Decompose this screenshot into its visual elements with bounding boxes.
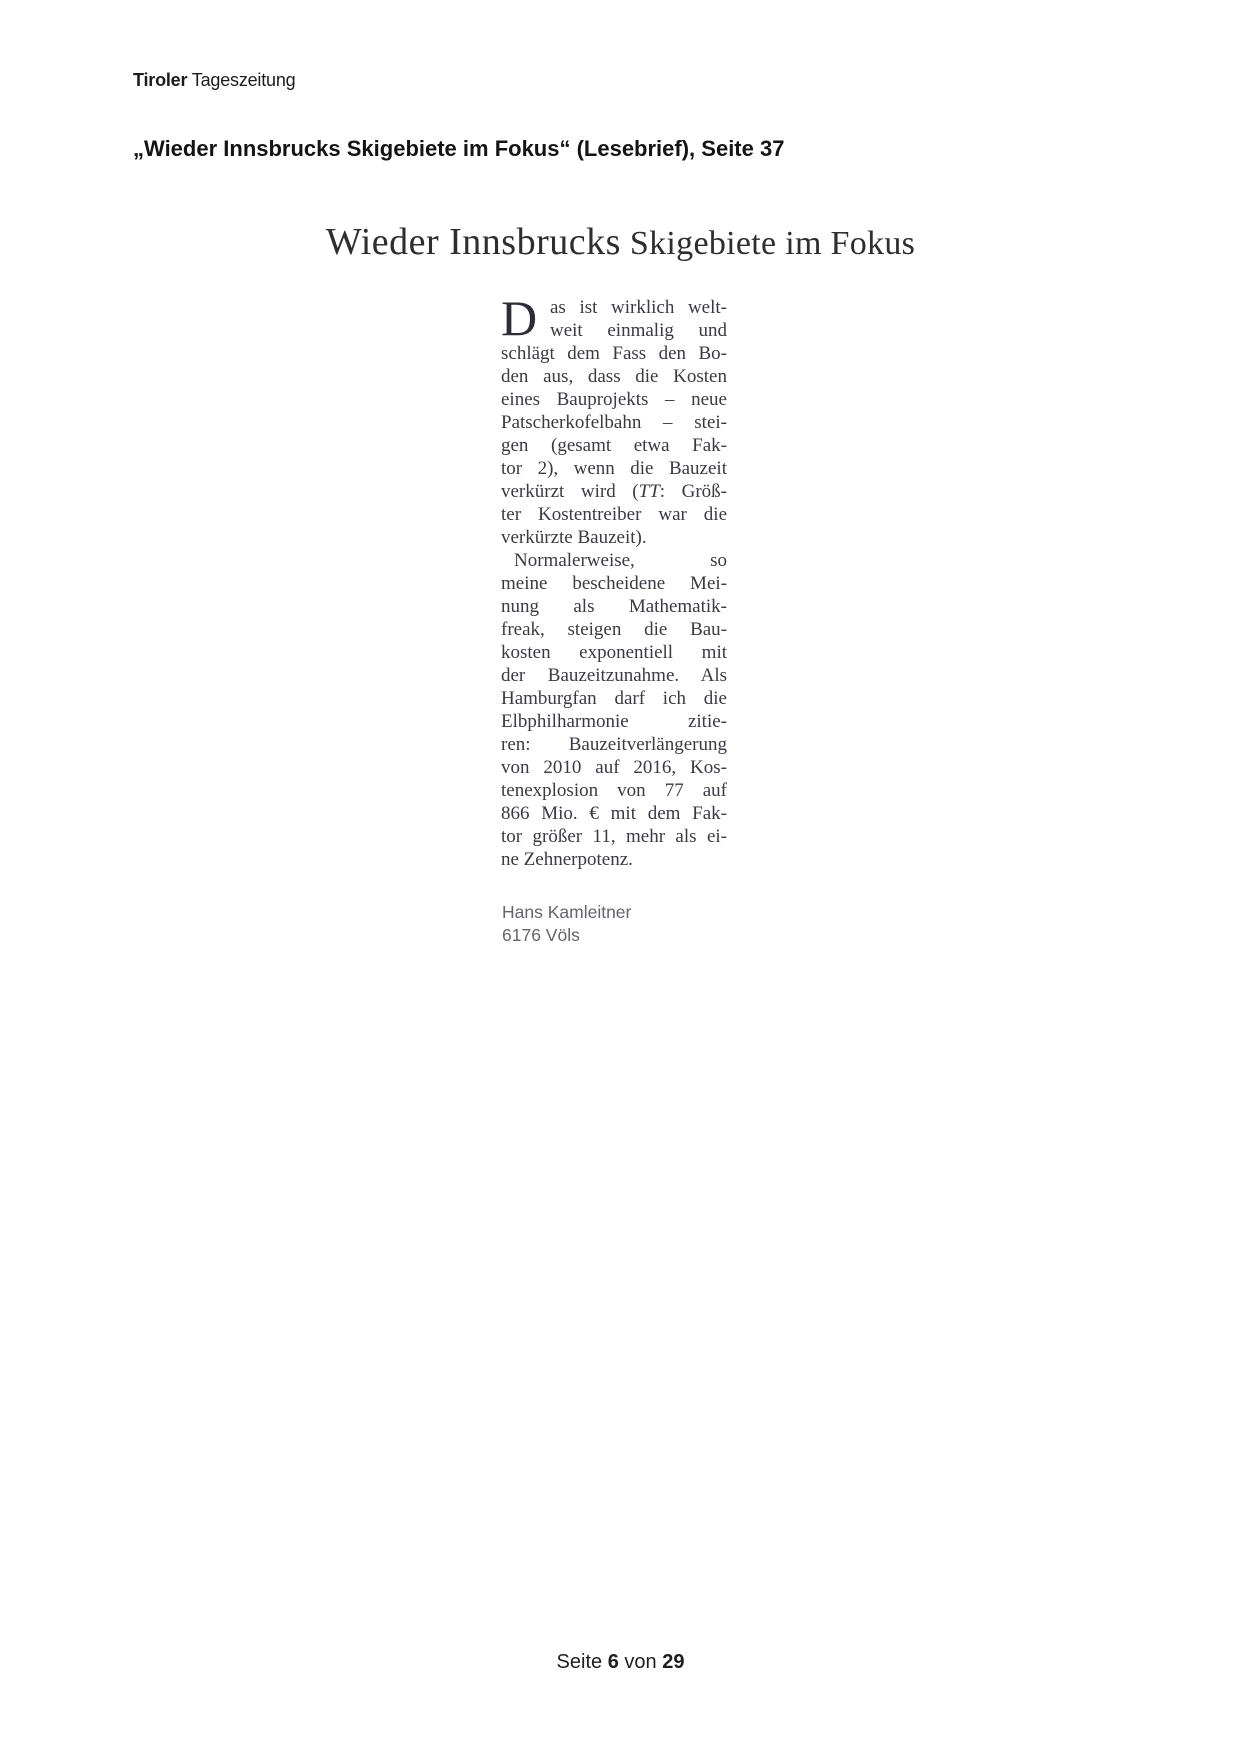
body-line: Hamburgfan darf ich die: [501, 688, 727, 709]
body-line: tor größer 11, mehr als ei-: [501, 826, 727, 847]
document-title: „Wieder Innsbrucks Skigebiete im Fokus“ (Lesebrief), Seite 37: [133, 136, 785, 161]
body-line: nung als Mathematik-: [501, 596, 727, 617]
body-line-segment: : Größ-: [659, 481, 727, 502]
body-line: as ist wirklich welt-: [550, 297, 727, 318]
body-line: Normalerweise, so: [514, 550, 727, 571]
drop-cap: D: [501, 290, 538, 346]
footer-total-pages: 29: [662, 1651, 685, 1673]
newspaper-brand: [133, 70, 295, 91]
headline-part1: Wieder Innsbrucks: [325, 221, 621, 263]
body-line: Elbphilharmonie zitie-: [501, 711, 727, 732]
body-line: schlägt dem Fass den Bo-: [501, 343, 727, 364]
body-line: 866 Mio. € mit dem Fak-: [501, 803, 727, 824]
body-line-italic-segment: TT: [638, 481, 660, 502]
body-line: ter Kostentreiber war die: [501, 504, 727, 525]
body-line: tor 2), wenn die Bauzeit: [501, 458, 727, 479]
article-headline: [0, 220, 1241, 264]
signature-address: 6176 Völs: [502, 925, 580, 945]
body-line: eines Bauprojekts – neue: [501, 389, 727, 410]
letter-signature: [502, 901, 631, 947]
body-line: freak, steigen die Bau-: [501, 619, 727, 640]
body-line: weit einmalig und: [550, 320, 727, 341]
body-line: von 2010 auf 2016, Kos-: [501, 757, 727, 778]
body-line: gen (gesamt etwa Fak-: [501, 435, 727, 456]
body-line: [501, 480, 727, 503]
body-line: kosten exponentiell mit: [501, 642, 727, 663]
body-line: der Bauzeitzunahme. Als: [501, 665, 727, 686]
body-line: meine bescheidene Mei-: [501, 573, 727, 594]
brand-name-bold: Tiroler: [133, 70, 188, 90]
signature-name: Hans Kamleitner: [502, 902, 632, 922]
body-line: den aus, dass die Kosten: [501, 366, 727, 387]
body-line: ne Zehnerpotenz.: [501, 849, 633, 870]
body-line-segment: verkürzt wird (: [501, 481, 639, 502]
brand-name-regular: Tageszeitung: [191, 70, 296, 90]
footer-label-page: Seite: [556, 1651, 603, 1673]
footer-label-of: von: [624, 1651, 657, 1673]
body-line: ren: Bauzeitverlängerung: [501, 734, 727, 755]
body-line: tenexplosion von 77 auf: [501, 780, 727, 801]
article-body-column: [501, 290, 727, 871]
footer-page-number: 6: [607, 1651, 619, 1673]
body-line: verkürzte Bauzeit).: [501, 527, 647, 548]
body-line: Patscherkofelbahn – stei-: [501, 412, 727, 433]
page-footer: [0, 1651, 1241, 1674]
headline-part2: Skigebiete im Fokus: [629, 225, 916, 262]
